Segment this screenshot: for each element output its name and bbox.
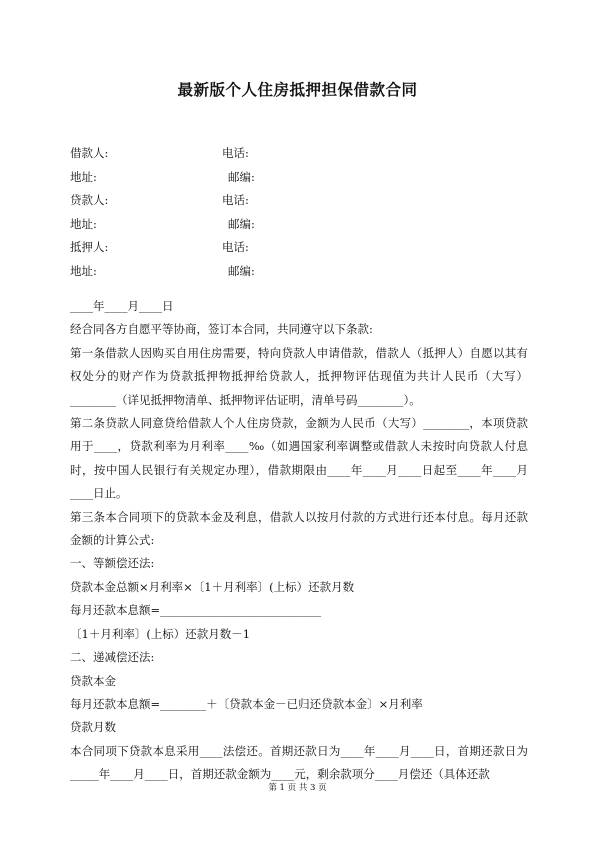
- borrower-address-row: [70, 166, 530, 190]
- lender-phone-label: 电话:: [222, 193, 249, 207]
- lender-address-row: [70, 213, 530, 237]
- date-line: ____年____月____日: [70, 299, 174, 313]
- mortgagor-label: 抵押人:: [70, 240, 109, 254]
- contract-body: [70, 295, 528, 787]
- mortgagor-postcode-label: 邮编:: [228, 263, 255, 278]
- lender-row: [70, 189, 530, 213]
- page-number: 第 1 页 共 3 页: [268, 783, 327, 793]
- method-1-heading: 一、等额偿还法:: [70, 556, 155, 571]
- borrower-row: [70, 142, 530, 166]
- formula-2-line: 每月还款本息额=________＋〔贷款本金－已归还贷款本金〕×月利率: [70, 696, 423, 711]
- formula-1-denominator: 〔1＋月利率〕(上标）还款月数－1: [70, 626, 251, 641]
- borrower-postcode-label: 邮编:: [228, 169, 255, 184]
- lender-address-label: 地址:: [70, 216, 97, 231]
- method-2-heading: 二、递减偿还法:: [70, 650, 155, 665]
- borrower-label: 借款人:: [70, 146, 109, 160]
- formula-1-line: 每月还款本息额=____________________________: [70, 603, 322, 618]
- lender-postcode-label: 邮编:: [228, 216, 255, 231]
- article-2: 第二条贷款人同意贷给借款人个人住房贷款，金额为人民币（大写）________，本项贷款用于____，贷款利率为月利率____‰（如遇国家利率调整或借款人未按时向贷款人付息时，按中国人民银行有关规定办理），借款期限由____年____月____日起至____年____月____日止。: [70, 416, 528, 501]
- mortgagor-row: [70, 236, 530, 260]
- lender-label: 贷款人:: [70, 193, 109, 207]
- article-3: 第三条本合同项下的贷款本金及利息，借款人以按月付款的方式进行还本付息。每月还款金额的计算公式:: [70, 509, 528, 548]
- mortgagor-address-label: 地址:: [70, 263, 97, 278]
- repayment-clause: 本合同项下贷款本息采用____法偿还。首期还款日为____年____月____日，首期还款日为_____年____月____日，首期还款金额为____元，剩余款项分____月偿还（具体还款: [70, 743, 528, 782]
- article-1: 第一条借款人因购买自用住房需要，特向贷款人申请借款，借款人（抵押人）自愿以其有权处分的财产作为贷款抵押物抵押给贷款人，抵押物评估现值为共计人民币（大写）________（详见抵押物清单、抵押物评估证明，清单号码________）。: [70, 345, 528, 407]
- borrower-address-label: 地址:: [70, 169, 97, 184]
- formula-2-numerator: 贷款本金: [70, 673, 116, 688]
- formula-1-numerator: 贷款本金总额×月利率×〔1＋月利率〕(上标）还款月数: [70, 579, 355, 594]
- mortgagor-phone-label: 电话:: [222, 240, 249, 254]
- formula-2-denominator: 贷款月数: [70, 720, 116, 735]
- document-title: 最新版个人住房抵押担保借款合同: [177, 81, 418, 99]
- party-info: [70, 142, 530, 283]
- mortgagor-address-row: [70, 260, 530, 284]
- preamble: 经合同各方自愿平等协商，签订本合同，共同遵守以下条款:: [70, 322, 373, 337]
- borrower-phone-label: 电话:: [222, 146, 249, 160]
